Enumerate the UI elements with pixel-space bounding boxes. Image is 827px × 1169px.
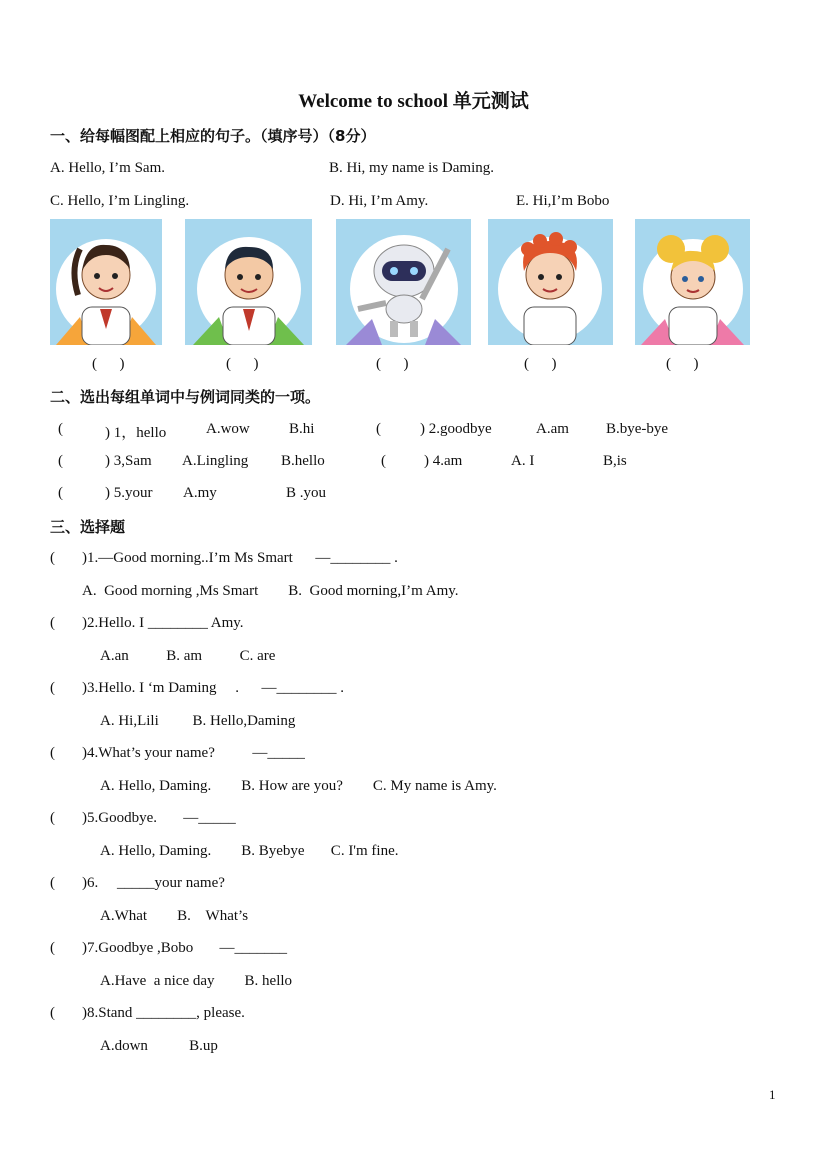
question-2-answer-paren[interactable]: ( [50,615,55,631]
question-4-text: )4.What’s your name? —_____ [82,745,305,761]
q2-4-open-paren[interactable]: ( [381,453,386,469]
picture-5-blank[interactable]: ( ) [666,356,699,372]
question-8-options: A.down B.up [100,1038,218,1054]
question-8-answer-paren[interactable]: ( [50,1005,55,1021]
picture-boy-daming [185,219,312,345]
question-3-options: A. Hi,Lili B. Hello,Daming [100,713,296,729]
picture-2-blank[interactable]: ( ) [226,356,259,372]
question-6-text: )6. _____your name? [82,875,225,891]
picture-robot-bobo [336,219,471,345]
q2-4-option-a: A. I [511,453,535,469]
q2-2-open-paren[interactable]: ( [376,421,381,437]
q2-5-word: ) 5.your [105,485,153,501]
picture-girl-amy [635,219,750,345]
picture-1-blank[interactable]: ( ) [92,356,125,372]
q2-5-option-a: A.my [183,485,217,501]
option-d: D. Hi, I’m Amy. [330,193,429,209]
question-5-text: )5.Goodbye. —_____ [82,810,236,826]
question-7-text: )7.Goodbye ,Bobo —_______ [82,940,287,956]
question-5-answer-paren[interactable]: ( [50,810,55,826]
question-2-options: A.an B. am C. are [100,648,276,664]
option-a: A. Hello, I’m Sam. [50,160,165,176]
q2-2-option-a: A.am [536,421,569,437]
question-3-text: )3.Hello. I ‘m Daming . —________ . [82,680,345,696]
picture-girl-lingling [50,219,162,345]
option-e: E. Hi,I’m Bobo [516,193,610,209]
q2-1-option-a: A.wow [206,421,250,437]
q2-3-open-paren[interactable]: ( [58,453,63,469]
question-2-text: )2.Hello. I ________ Amy. [82,615,244,631]
question-1-answer-paren[interactable]: ( [50,550,55,566]
question-4-answer-paren[interactable]: ( [50,745,55,761]
picture-4-blank[interactable]: ( ) [524,356,557,372]
picture-3-blank[interactable]: ( ) [376,356,409,372]
question-7-answer-paren[interactable]: ( [50,940,55,956]
section-1-heading: 一、给每幅图配上相应的句子。（填序号）（8分） [50,127,376,145]
q2-3-option-b: B.hello [281,453,325,469]
page-number: 1 [769,1087,776,1102]
q2-1-open-paren[interactable]: ( [58,421,63,437]
question-5-options: A. Hello, Daming. B. Byebye C. I'm fine. [100,843,399,859]
question-8-text: )8.Stand ________, please. [82,1005,245,1021]
question-1-options: A. Good morning ,Ms Smart B. Good morning,I’m Amy. [82,583,459,599]
question-6-options: A.What B. What’s [100,908,249,924]
q2-3-word: ) 3,Sam [105,453,152,469]
question-3-answer-paren[interactable]: ( [50,680,55,696]
option-b: B. Hi, my name is Daming. [329,160,494,176]
page-title: Welcome to school 单元测试 [298,91,529,112]
section-2-heading: 二、选出每组单词中与例词同类的一项。 [50,388,321,406]
question-4-options: A. Hello, Daming. B. How are you? C. My name is Amy. [100,778,497,794]
q2-5-option-b: B .you [286,485,327,501]
picture-boy-sam [488,219,613,345]
section-3-heading: 三、选择题 [50,518,126,536]
q2-2-option-b: B.bye-bye [606,421,669,437]
q2-4-word: ) 4.am [424,453,463,469]
q2-5-open-paren[interactable]: ( [58,485,63,501]
q2-4-option-b: B,is [603,453,627,469]
q2-2-word: ) 2.goodbye [420,421,492,437]
question-7-options: A.Have a nice day B. hello [100,973,293,989]
q2-1-word: ) 1，hello [105,425,167,441]
q2-1-option-b: B.hi [289,421,315,437]
question-6-answer-paren[interactable]: ( [50,875,55,891]
q2-3-option-a: A.Lingling [182,453,249,469]
question-1-text: )1.—Good morning..I’m Ms Smart —________ . [82,550,398,566]
option-c: C. Hello, I’m Lingling. [50,193,190,209]
